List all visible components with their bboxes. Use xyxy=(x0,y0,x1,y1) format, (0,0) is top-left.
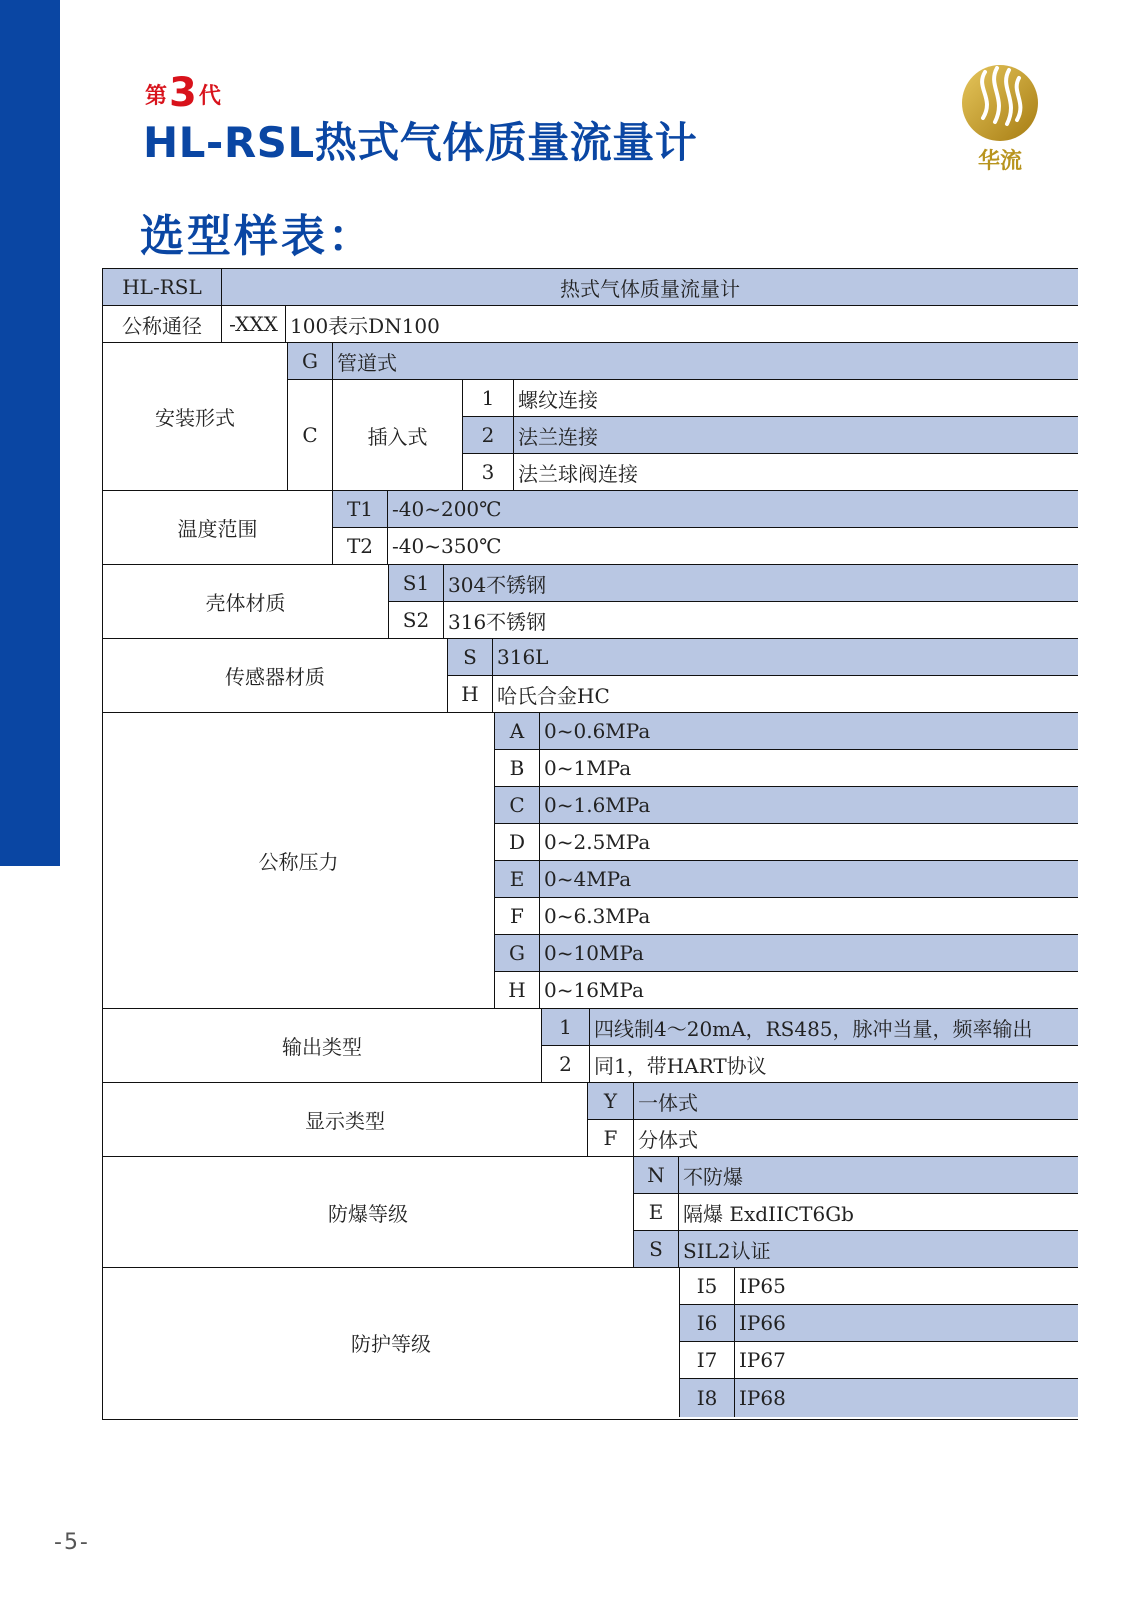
side-color-bar xyxy=(0,0,60,866)
page-title: HL-RSL热式气体质量流量计 xyxy=(143,118,698,167)
explosion-opt-name: 不防爆 xyxy=(678,1156,1078,1193)
temperature-label: 温度范围 xyxy=(103,490,332,564)
sensor-opt-code: H xyxy=(447,675,492,712)
explosion-opt-name: SIL2认证 xyxy=(678,1230,1078,1267)
pressure-opt-code: D xyxy=(494,823,539,860)
pressure-opt-name: 0~0.6MPa xyxy=(539,712,1078,749)
model-name-cell: 热式气体质量流量计 xyxy=(221,269,1078,305)
temperature-opt-name: -40~200℃ xyxy=(387,490,1078,527)
brand-logo xyxy=(955,58,1045,178)
pressure-opt-name: 0~4MPa xyxy=(539,860,1078,897)
install-opt-code: 1 xyxy=(462,379,513,416)
output-opt-name: 同1，带HART协议 xyxy=(589,1045,1078,1082)
pressure-opt-code: G xyxy=(494,934,539,971)
display-opt-code: Y xyxy=(587,1082,633,1119)
pressure-opt-name: 0~2.5MPa xyxy=(539,823,1078,860)
temperature-opt-code: T2 xyxy=(332,527,387,564)
output-opt-name: 四线制4～20mA，RS485，脉冲当量，频率输出 xyxy=(589,1008,1078,1045)
pressure-opt-name: 0~6.3MPa xyxy=(539,897,1078,934)
pressure-opt-name: 0~1MPa xyxy=(539,749,1078,786)
protection-opt-code: I6 xyxy=(679,1304,734,1341)
protection-opt-code: I5 xyxy=(679,1267,734,1304)
protection-opt-name: IP65 xyxy=(734,1267,1078,1304)
temperature-opt-code: T1 xyxy=(332,490,387,527)
explosion-opt-code: S xyxy=(633,1230,678,1267)
model-code-cell: HL-RSL xyxy=(103,269,221,305)
protection-opt-name: IP67 xyxy=(734,1341,1078,1378)
install-c-code: C xyxy=(287,379,332,490)
install-opt-code: 2 xyxy=(462,416,513,453)
generation-prefix: 第 xyxy=(145,84,168,109)
install-opt-name: 螺纹连接 xyxy=(513,379,1078,416)
install-opt-code: 3 xyxy=(462,453,513,490)
display-opt-code: F xyxy=(587,1119,633,1156)
explosion-opt-code: N xyxy=(633,1156,678,1193)
logo-flame-icon xyxy=(955,58,1045,148)
diameter-desc: 100表示DN100 xyxy=(285,305,1078,342)
section-title: 选型样表： xyxy=(140,211,375,262)
generation-number: 3 xyxy=(169,70,197,116)
page-number: -5- xyxy=(54,1530,90,1555)
pressure-opt-code: B xyxy=(494,749,539,786)
output-label: 输出类型 xyxy=(103,1008,541,1082)
sensor-opt-name: 哈氏合金HC xyxy=(492,675,1078,712)
housing-label: 壳体材质 xyxy=(103,564,388,638)
protection-label: 防护等级 xyxy=(103,1267,679,1417)
display-opt-name: 分体式 xyxy=(633,1119,1078,1156)
housing-opt-code: S1 xyxy=(388,564,443,601)
install-opt-name: 法兰球阀连接 xyxy=(513,453,1078,490)
logo-text: 华流 xyxy=(977,149,1022,174)
install-g-code: G xyxy=(287,342,332,379)
pressure-opt-code: C xyxy=(494,786,539,823)
pressure-opt-code: H xyxy=(494,971,539,1008)
pressure-opt-code: F xyxy=(494,897,539,934)
install-label: 安装形式 xyxy=(103,342,287,490)
pressure-label: 公称压力 xyxy=(103,712,494,1008)
protection-opt-name: IP68 xyxy=(734,1378,1078,1417)
protection-opt-code: I7 xyxy=(679,1341,734,1378)
output-opt-code: 2 xyxy=(541,1045,589,1082)
output-opt-code: 1 xyxy=(541,1008,589,1045)
temperature-opt-name: -40~350℃ xyxy=(387,527,1078,564)
explosion-opt-code: E xyxy=(633,1193,678,1230)
install-opt-name: 法兰连接 xyxy=(513,416,1078,453)
install-c-name: 插入式 xyxy=(332,379,462,490)
install-g-name: 管道式 xyxy=(332,342,1078,379)
pressure-opt-code: A xyxy=(494,712,539,749)
selection-table xyxy=(102,268,1078,1420)
protection-opt-code: I8 xyxy=(679,1378,734,1417)
sensor-opt-name: 316L xyxy=(492,638,1078,675)
diameter-label: 公称通径 xyxy=(103,305,221,342)
explosion-opt-name: 隔爆 ExdIICT6Gb xyxy=(678,1193,1078,1230)
display-label: 显示类型 xyxy=(103,1082,587,1156)
pressure-opt-name: 0~10MPa xyxy=(539,934,1078,971)
housing-opt-code: S2 xyxy=(388,601,443,638)
generation-suffix: 代 xyxy=(198,84,221,109)
display-opt-name: 一体式 xyxy=(633,1082,1078,1119)
housing-opt-name: 316不锈钢 xyxy=(443,601,1078,638)
pressure-opt-name: 0~1.6MPa xyxy=(539,786,1078,823)
pressure-opt-name: 0~16MPa xyxy=(539,971,1078,1008)
pressure-opt-code: E xyxy=(494,860,539,897)
explosion-label: 防爆等级 xyxy=(103,1156,633,1267)
protection-opt-name: IP66 xyxy=(734,1304,1078,1341)
diameter-code: -XXX xyxy=(221,305,285,342)
sensor-opt-code: S xyxy=(447,638,492,675)
sensor-label: 传感器材质 xyxy=(103,638,447,712)
housing-opt-name: 304不锈钢 xyxy=(443,564,1078,601)
